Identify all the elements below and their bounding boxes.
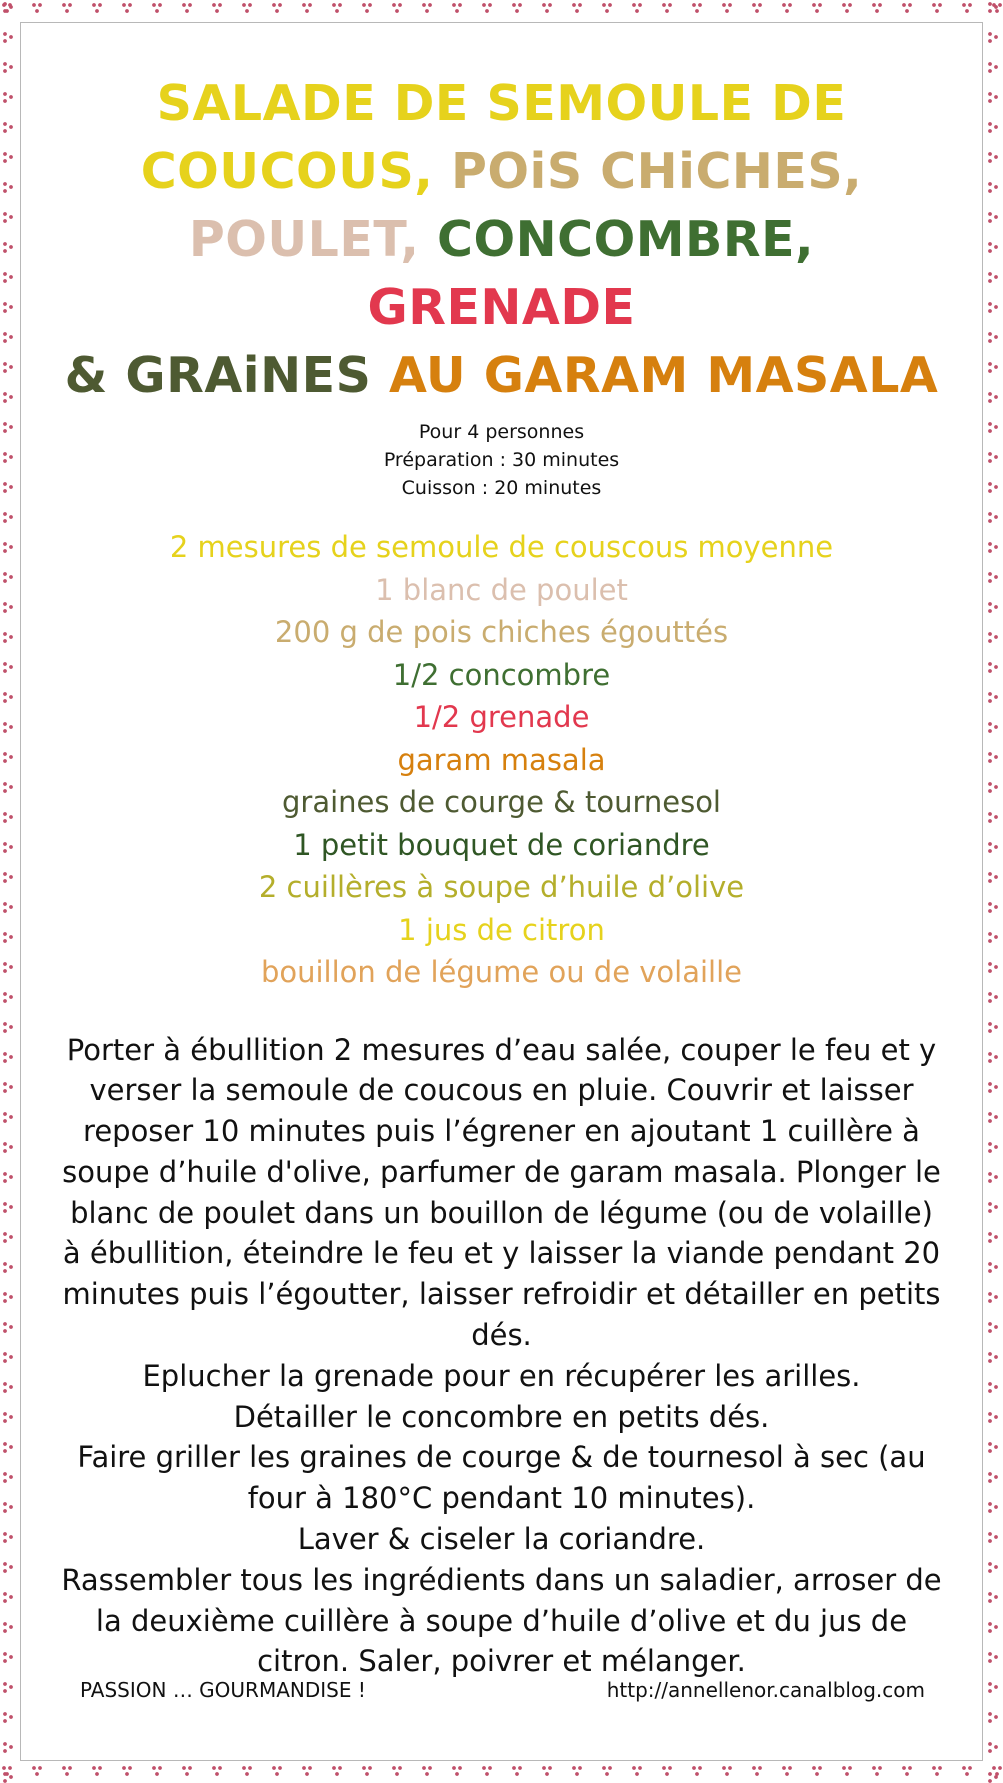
footer xyxy=(80,1678,925,1702)
ingredient-graines: graines de courge & tournesol xyxy=(282,785,721,819)
preparation-time: Préparation : 30 minutes xyxy=(383,449,620,471)
recipe-card xyxy=(60,70,943,1682)
ingredient-bouillon: bouillon de légume ou de volaille xyxy=(260,955,743,989)
cooking-time: Cuisson : 20 minutes xyxy=(401,477,602,499)
title-coucous: COUCOUS, xyxy=(140,143,434,200)
instruction-step: Porter à ébullition 2 mesures d’eau salée, couper le feu et y verser la semoule de coucous en pluie. Couvrir et laisser reposer 10 minutes puis l’égrener en ajoutant 1 cuillère à soupe d’huile d'olive, parfumer de garam masala. Plonger le blanc de poulet dans un bouillon de légume (ou de volaille) à ébullition, éteindre le feu et y laisser la viande pendant 20 minutes puis l’égoutter, laisser refroidir et détailler en petits dés. xyxy=(62,1032,941,1353)
instruction-step: Eplucher la grenade pour en récupérer les arilles. xyxy=(142,1358,861,1393)
ingredient-grenade: 1/2 grenade xyxy=(413,700,590,734)
ingredient-huile-olive: 2 cuillères à soupe d’huile d’olive xyxy=(258,870,745,904)
title-grenade: GRENADE xyxy=(367,279,636,336)
ingredient-coriandre: 1 petit bouquet de coriandre xyxy=(293,827,710,862)
title-poulet: POULET, xyxy=(188,211,420,268)
decorative-border-right xyxy=(985,0,1003,1783)
recipe-meta xyxy=(60,418,943,502)
instruction-step: Rassembler tous les ingrédients dans un saladier, arroser de la deuxième cuillère à soupe d’huile d’olive et du jus de citron. Saler, poivrer et mélanger. xyxy=(61,1562,942,1679)
footer-tagline: PASSION … GOURMANDISE ! xyxy=(80,1678,366,1702)
ingredient-list xyxy=(60,526,943,994)
title-line-1: SALADE DE SEMOULE DE xyxy=(156,75,847,132)
footer-url: http://annellenor.canalblog.com xyxy=(606,1678,925,1702)
instruction-step: Détailler le concombre en petits dés. xyxy=(233,1399,770,1434)
title-concombre: CONCOMBRE, xyxy=(437,211,815,268)
decorative-border-bottom xyxy=(0,1763,1003,1783)
ingredient-semoule: 2 mesures de semoule de couscous moyenne xyxy=(169,530,834,564)
title-garam-masala: AU GARAM MASALA xyxy=(388,347,939,404)
decorative-border-top xyxy=(0,0,1003,20)
ingredient-poulet: 1 blanc de poulet xyxy=(375,572,628,607)
decorative-border-left xyxy=(0,0,18,1783)
ingredient-citron: 1 jus de citron xyxy=(398,912,605,947)
recipe-title xyxy=(60,70,943,410)
ingredient-garam-masala: garam masala xyxy=(397,742,606,777)
instruction-step: Laver & ciseler la coriandre. xyxy=(297,1522,706,1557)
title-graines: & GRAiNES xyxy=(64,347,372,404)
ingredient-pois-chiches: 200 g de pois chiches égouttés xyxy=(274,615,729,649)
instruction-step: Faire griller les graines de courge & de tournesol à sec (au four à 180°C pendant 10 minutes). xyxy=(77,1440,926,1516)
title-pois-chiches: POiS CHiCHES, xyxy=(450,143,863,200)
ingredient-concombre: 1/2 concombre xyxy=(392,657,611,692)
servings: Pour 4 personnes xyxy=(418,421,585,443)
instructions xyxy=(60,1030,943,1683)
